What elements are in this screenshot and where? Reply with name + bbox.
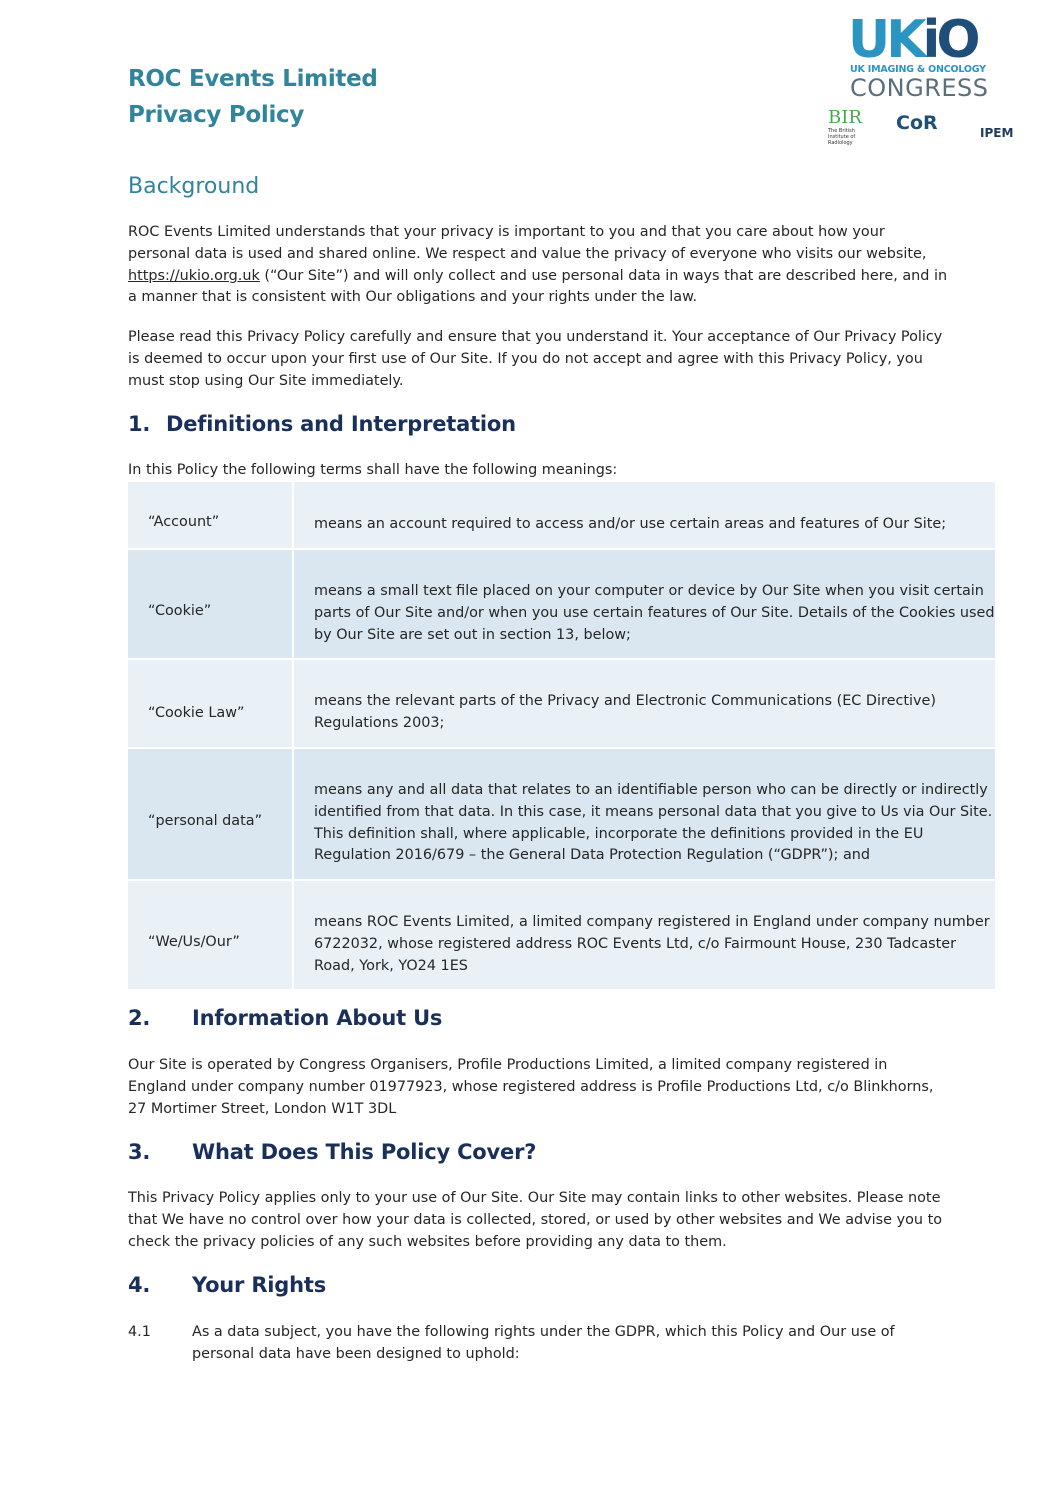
- list-item-number: 4.1: [128, 1324, 151, 1340]
- table-row: [128, 482, 995, 550]
- ukio-congress-logo: [828, 8, 1038, 158]
- term-cell: “Account”: [128, 482, 294, 548]
- section-3-heading: 3. What Does This Policy Cover?: [128, 1140, 537, 1164]
- definition-cell: means the relevant parts of the Privacy and Electronic Communications (EC Directive) Regulations 2003;: [314, 693, 937, 731]
- definition-cell: means ROC Events Limited, a limited company registered in England under company number 6722032, whose registered address ROC Events Ltd, c/o Fairmount House, 230 Tadcaster Road, York, YO24 1ES: [314, 914, 990, 974]
- definition-cell: means an account required to access and/or use certain areas and features of Our Site;: [314, 516, 947, 532]
- site-link[interactable]: https://ukio.org.uk: [128, 267, 260, 284]
- definition-cell: means a small text file placed on your computer or device by Our Site when you visit certain parts of Our Site and/or when you use certain features of Our Site. Details of the Cookies used by Our Site are set out in section 13, below;: [314, 583, 995, 643]
- company-title: ROC Events Limited: [128, 66, 378, 92]
- section-3-body: This Privacy Policy applies only to your use of Our Site. Our Site may contain links to other websites. Please note that We have no control over how your data is collected, stored, or used by other websites and We advise you to check the privacy policies of any such websites before providing any data to them.: [128, 1190, 943, 1250]
- section-4-heading: 4. Your Rights: [128, 1273, 327, 1297]
- table-row: [128, 550, 995, 660]
- background-paragraph-2: Please read this Privacy Policy carefully and ensure that you understand it. Your acceptance of Our Privacy Policy is deemed to occur upon your first use of Our Site. If you do not accept and agree with this Privacy Policy, you must stop using Our Site immediately.: [128, 329, 943, 389]
- definitions-intro: In this Policy the following terms shall have the following meanings:: [128, 462, 618, 478]
- logo-congress-text: CONGRESS: [850, 74, 989, 102]
- table-row: [128, 881, 995, 991]
- section-2-heading: 2. Information About Us: [128, 1006, 443, 1030]
- list-item: [128, 1322, 948, 1366]
- page-title: Privacy Policy: [128, 102, 305, 128]
- ipem-logo: IPEM: [980, 126, 1014, 140]
- section-1-heading: 1. Definitions and Interpretation: [128, 412, 516, 436]
- term-cell: “We/Us/Our”: [128, 881, 294, 989]
- term-cell: “personal data”: [128, 749, 294, 879]
- term-cell: “Cookie Law”: [128, 660, 294, 747]
- definition-cell: means any and all data that relates to an identifiable person who can be directly or indirectly identified from that data. In this case, it means personal data that you give to Us via Our Site. This definition shall, where applicable, incorporate the definitions provided in the EU Regulation 2016/679 – the General Data Protection Regulation (“GDPR”); and: [314, 782, 993, 864]
- cor-logo: CoR: [896, 112, 938, 134]
- logo-subtitle: UK IMAGING & ONCOLOGY: [850, 64, 986, 75]
- list-item-text: As a data subject, you have the following rights under the GDPR, which this Policy and Our use of personal data have been designed to uphold:: [192, 1324, 895, 1362]
- definitions-table: [128, 482, 995, 991]
- bir-logo: BIR The British Institute of Radiology: [828, 107, 862, 146]
- term-cell: “Cookie”: [128, 550, 294, 658]
- background-paragraph-1: ROC Events Limited understands that your privacy is important to you and that you care about how your personal data is used and shared online. We respect and value the privacy of everyone who visits our website, https://ukio.org.uk (“Our Site”) and will only collect and use personal data in ways that are described here, and in a manner that is consistent with Our obligations and your rights under the law.: [128, 224, 948, 306]
- section-2-body: Our Site is operated by Congress Organisers, Profile Productions Limited, a limited company registered in England under company number 01977923, whose registered address is Profile Productions Ltd, c/o Blinkhorns, 27 Mortimer Street, London W1T 3DL: [128, 1057, 934, 1117]
- table-row: [128, 660, 995, 749]
- background-heading: Background: [128, 174, 260, 199]
- table-row: [128, 749, 995, 881]
- ukio-wordmark: UKiO: [848, 10, 977, 70]
